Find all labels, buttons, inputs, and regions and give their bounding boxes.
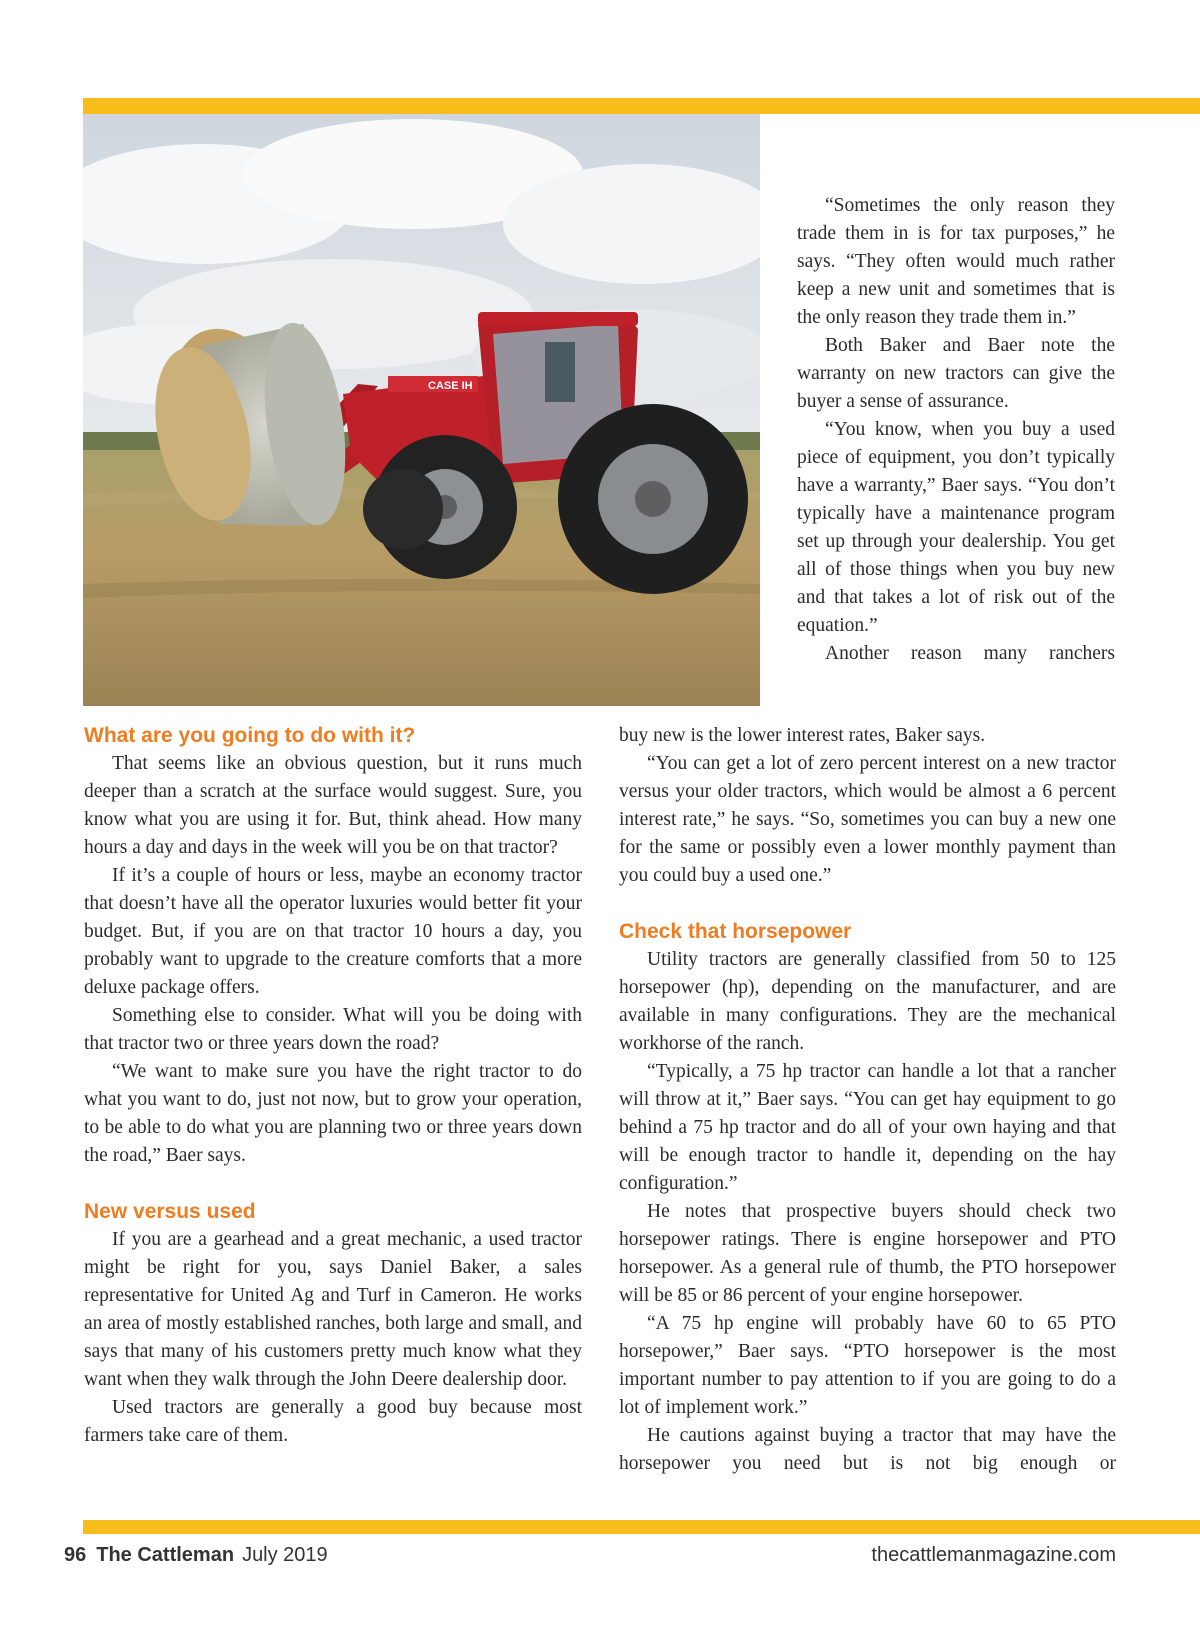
paragraph: “Typically, a 75 hp tractor can handle a lot that a rancher will throw at it,” Baer says. “You can get hay equipment to go behind a 75 hp tractor and do all of your own haying and that will be enough tractor to handle it, depending on the hay configuration.” <box>619 1061 1116 1194</box>
right-column-top <box>797 192 1115 668</box>
paragraph: That seems like an obvious question, but it runs much deeper than a scratch at the surface would suggest. Sure, you know what you are using it for. But, think ahead. How many hours a day and days in the week will you be on that tractor? <box>84 753 582 858</box>
top-accent-bar <box>83 98 1200 114</box>
page-footer <box>64 1544 1116 1572</box>
paragraph: Used tractors are generally a good buy because most farmers take care of them. <box>84 1397 582 1446</box>
website-url: thecattlemanmagazine.com <box>871 1544 1116 1566</box>
paragraph: “A 75 hp engine will probably have 60 to 65 PTO horsepower,” Baer says. “PTO horsepower is the most important number to pay attention to if you are going to do a lot of implement work.” <box>619 1313 1116 1418</box>
paragraph: Something else to consider. What will you be doing with that tractor two or three years down the road? <box>84 1005 582 1054</box>
paragraph: Utility tractors are generally classified from 50 to 125 horsepower (hp), depending on the manufacturer, and are available in many configurations. They are the mechanical workhorse of the ranch. <box>619 949 1116 1054</box>
paragraph: Both Baker and Baer note the warranty on new tractors can give the buyer a sense of assurance. <box>797 335 1115 412</box>
section-heading: New versus used <box>84 1200 256 1223</box>
section-heading: Check that horsepower <box>619 920 852 943</box>
page-number: 96 <box>64 1544 87 1566</box>
paragraph: “We want to make sure you have the right tractor to do what you want to do, just not now, but to grow your operation, to be able to do what you are planning two or three years down the road,” Baer says. <box>84 1061 582 1166</box>
paragraph: “You know, when you buy a used piece of equipment, you don’t typically have a warranty,” Baer says. “You don’t typically have a maintenance program set up through your dealership. You get all of those things when you buy new and that takes a lot of risk out of the equation.” <box>797 419 1115 636</box>
paragraph: Another reason many ranchers <box>825 643 1115 664</box>
paragraph: He notes that prospective buyers should check two horsepower ratings. There is engine horsepower and PTO horsepower. As a general rule of thumb, the PTO horsepower will be 85 or 86 percent of your engine horsepower. <box>619 1201 1116 1306</box>
tractor-photo <box>83 114 760 706</box>
magazine-name: The Cattleman <box>96 1544 235 1566</box>
issue-date: July 2019 <box>242 1544 328 1566</box>
section-heading: What are you going to do with it? <box>84 724 416 747</box>
left-column <box>84 722 582 1450</box>
paragraph: buy new is the lower interest rates, Baker says. <box>619 725 986 746</box>
bottom-accent-bar <box>83 1520 1200 1534</box>
paragraph: “Sometimes the only reason they trade them in is for tax purposes,” he says. “They often would much rather keep a new unit and sometimes that is the only reason they trade them in.” <box>797 195 1115 328</box>
right-column-main <box>619 722 1116 1478</box>
paragraph: He cautions against buying a tractor that may have the horsepower you need but is not big enough or <box>619 1425 1116 1474</box>
svg-text:CASE IH: CASE IH <box>428 380 473 392</box>
paragraph: If it’s a couple of hours or less, maybe an economy tractor that doesn’t have all the operator luxuries would better fit your budget. But, if you are on that tractor 10 hours a day, you probably want to upgrade to the creature comforts that a more deluxe package offers. <box>84 865 582 998</box>
paragraph: “You can get a lot of zero percent interest on a new tractor versus your older tractors, which would be almost a 6 percent interest rate,” he says. “So, sometimes you can buy a new one for the same or possibly even a lower monthly payment than you could buy a used one.” <box>619 753 1116 886</box>
paragraph: If you are a gearhead and a great mechanic, a used tractor might be right for you, says Daniel Baker, a sales representative for United Ag and Turf in Cameron. He works an area of mostly established ranches, both large and small, and says that many of his customers pretty much know what they want when they walk through the John Deere dealership door. <box>84 1229 582 1390</box>
